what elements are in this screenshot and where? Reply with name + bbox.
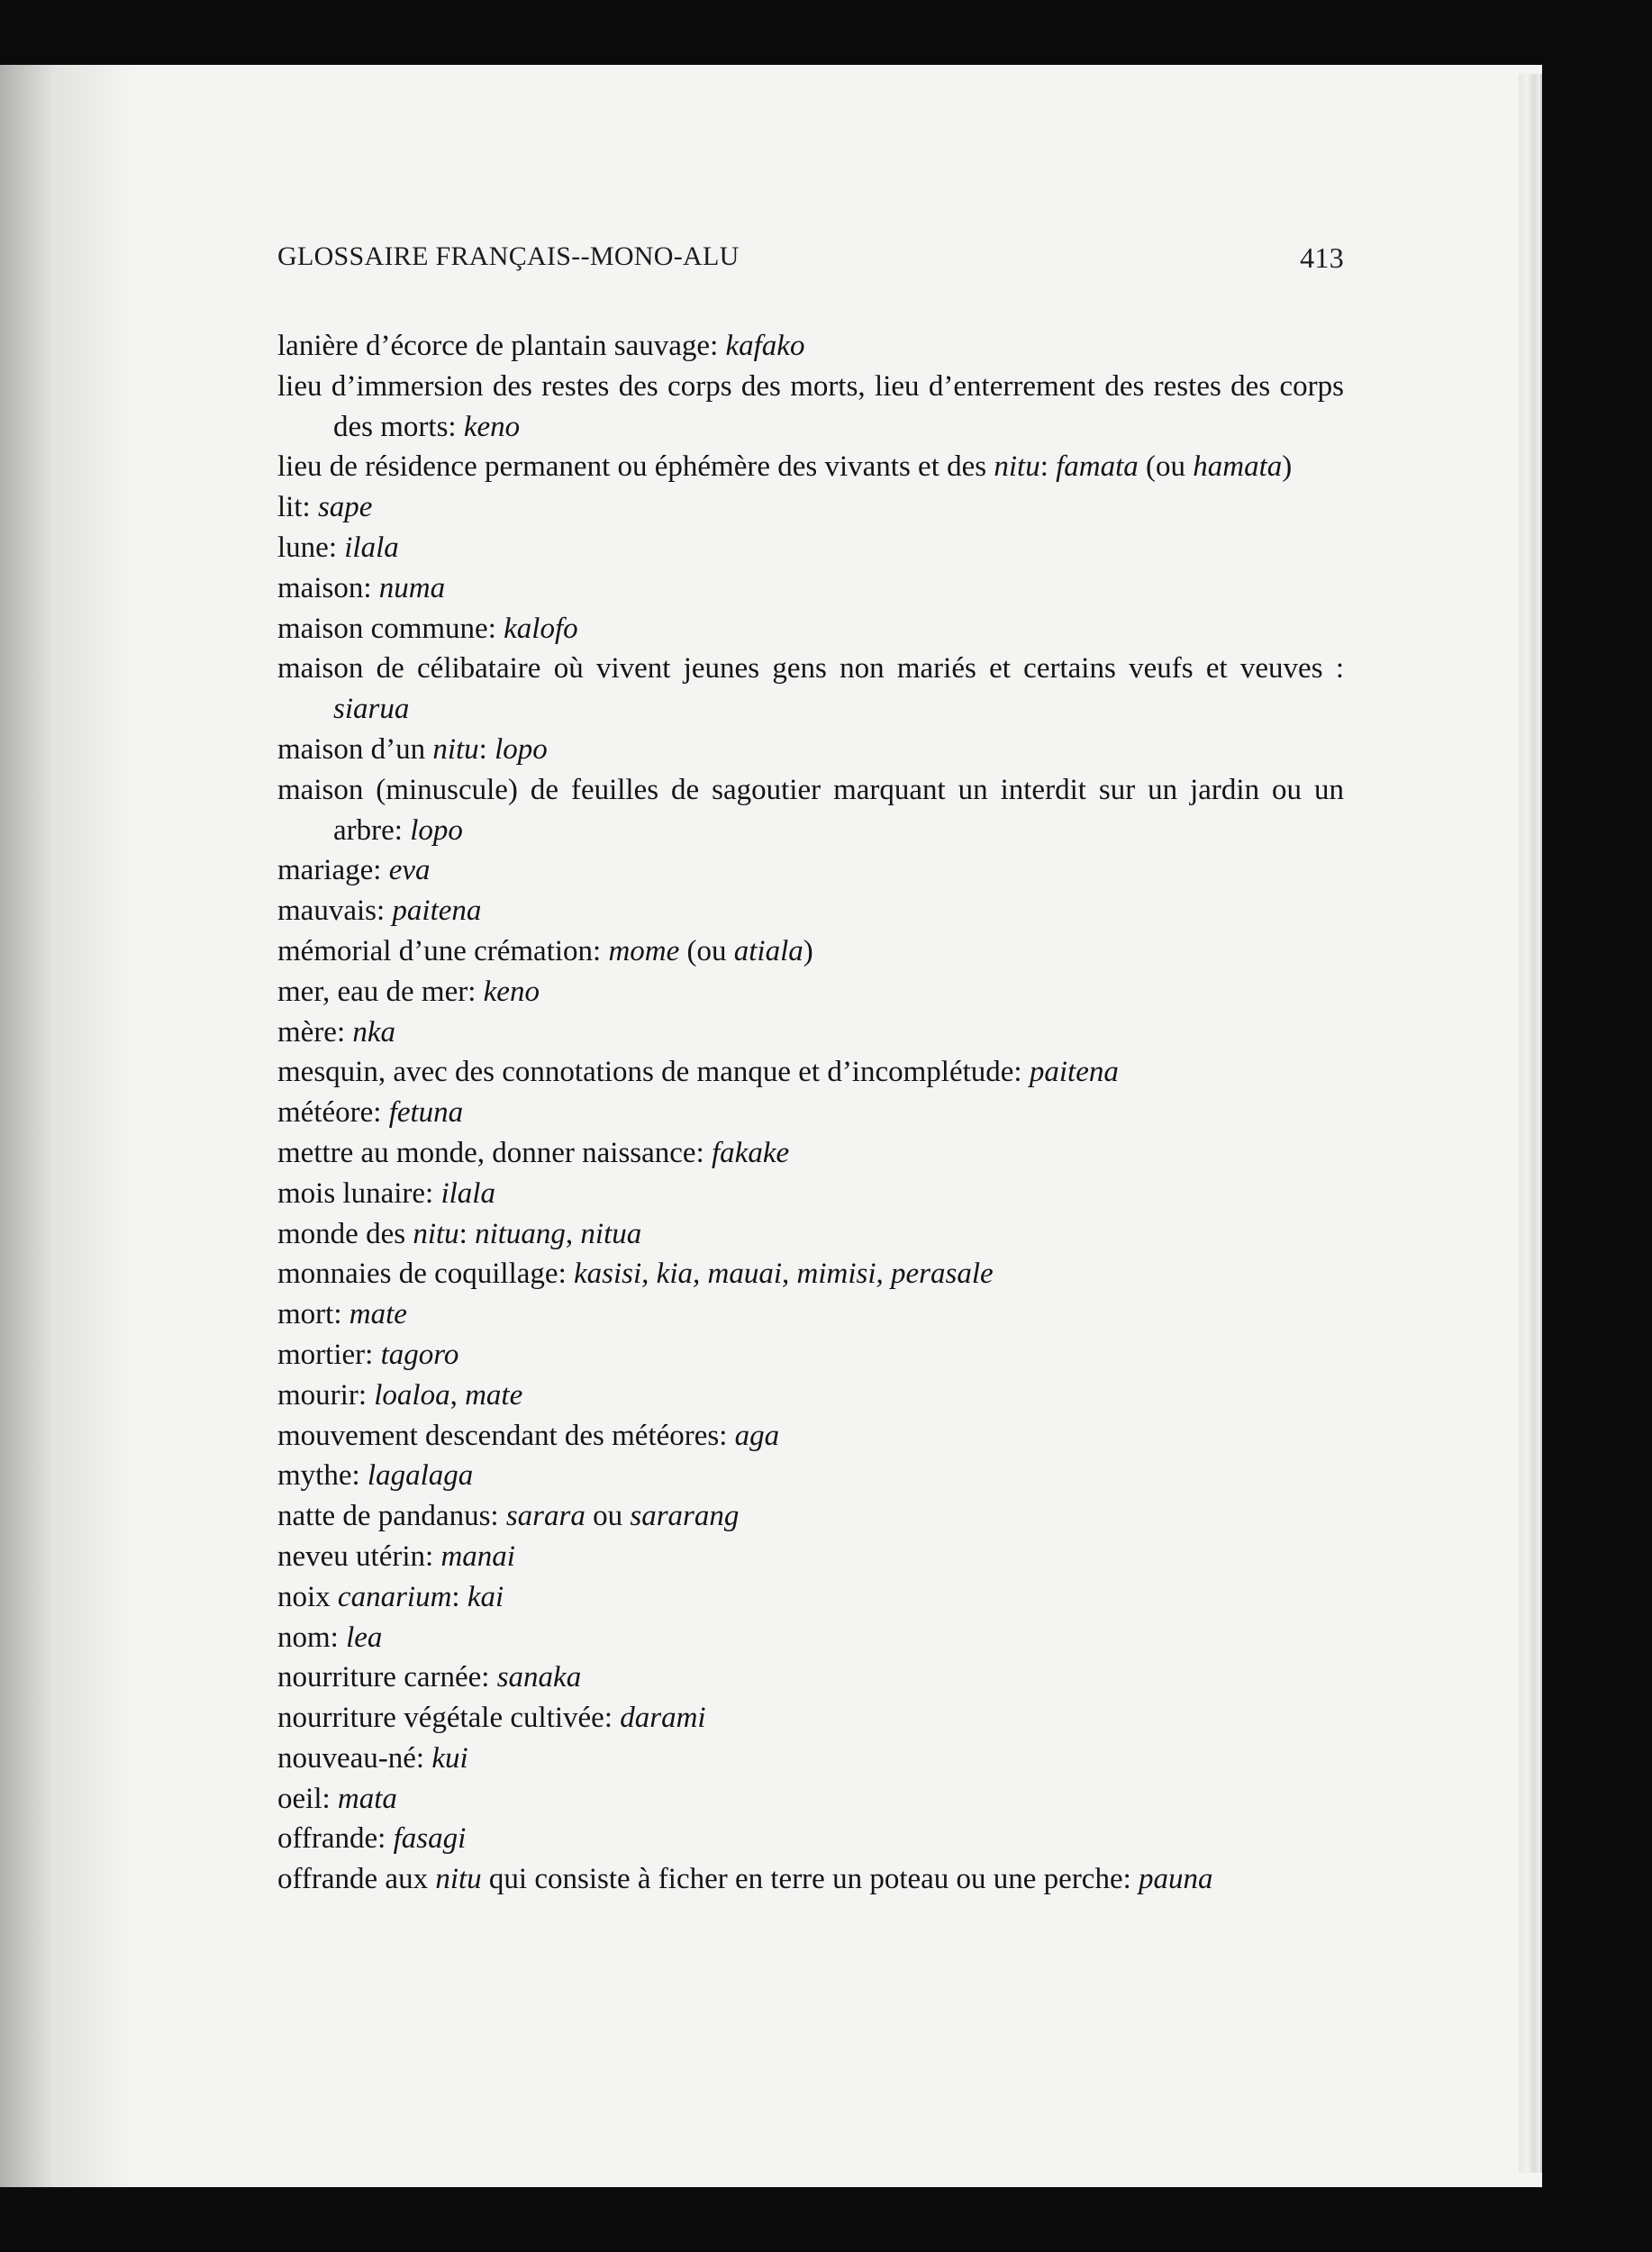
mono-alu-term: nitua [580, 1217, 642, 1250]
glossary-entry [277, 1496, 1344, 1537]
glossary-entry [277, 367, 1344, 448]
mono-alu-term: nitu [432, 732, 479, 766]
mono-alu-term: manai [440, 1539, 515, 1573]
mono-alu-term: kasisi, kia, mauai, mimisi, perasale [574, 1258, 994, 1291]
french-gloss-text: maison commune: [277, 612, 504, 645]
glossary-entry [277, 1537, 1344, 1577]
french-gloss-text: ) [803, 934, 813, 967]
mono-alu-term: nituang [475, 1217, 566, 1250]
mono-alu-term: fetuna [388, 1096, 464, 1130]
french-gloss-text: mère: [277, 1015, 353, 1049]
glossary-entry [277, 1618, 1344, 1658]
mono-alu-term: aga [734, 1419, 780, 1452]
french-gloss-text: : [1039, 450, 1057, 484]
mono-alu-term: sanaka [496, 1661, 582, 1694]
french-gloss-text: mouvement descendant des météores: [277, 1419, 735, 1452]
french-gloss-text: : [478, 732, 495, 766]
french-gloss-text: qui consiste à ficher en terre un poteau ou une perche: [481, 1863, 1139, 1896]
french-gloss-text: lit: [277, 491, 318, 524]
mono-alu-term: lea [346, 1621, 383, 1654]
french-gloss-text: mémorial d’une crémation: [277, 934, 609, 967]
glossary-entry [277, 1698, 1344, 1739]
glossary-entry [277, 1859, 1344, 1900]
glossary-entry [277, 972, 1344, 1012]
french-gloss-text: mort: [277, 1298, 349, 1331]
glossary-entry [277, 1739, 1344, 1779]
glossary-entry [277, 1294, 1344, 1335]
french-gloss-text: mauvais: [277, 894, 393, 928]
mono-alu-term: nitu [413, 1217, 459, 1250]
glossary-entry [277, 1093, 1344, 1133]
french-gloss-text: nourriture carnée: [277, 1661, 497, 1694]
glossary-entry [277, 1012, 1344, 1053]
mono-alu-term: paitena [1029, 1056, 1119, 1089]
french-gloss-text: météore: [277, 1096, 389, 1130]
french-gloss-text: lune: [277, 531, 345, 564]
french-gloss-text: mourir: [277, 1378, 375, 1412]
running-header-title: GLOSSAIRE FRANÇAIS--MONO-ALU [277, 241, 740, 271]
french-gloss-text: (ou [1138, 450, 1194, 484]
french-gloss-text: maison: [277, 571, 379, 604]
mono-alu-term: sape [317, 491, 373, 524]
french-gloss-text: offrande: [277, 1822, 394, 1856]
mono-alu-term: tagoro [380, 1338, 459, 1371]
french-gloss-text: lieu de résidence permanent ou éphémère des vivants et des [277, 450, 994, 484]
glossary-entry [277, 1133, 1344, 1174]
french-gloss-text: mortier: [277, 1338, 381, 1371]
french-gloss-text: mesquin, avec des connotations de manque et d’incomplétude: [277, 1056, 1030, 1089]
french-gloss-text: mettre au monde, donner naissance: [277, 1136, 712, 1169]
mono-alu-term: darami [620, 1702, 706, 1735]
french-gloss-text: lieu d’immersion des restes des corps des morts, lieu d’enterrement des restes des corps des morts: [277, 369, 1344, 443]
french-gloss-text: maison de célibataire où vivent jeunes gens non mariés et certains veufs et veuves : [277, 652, 1344, 686]
mono-alu-term: loaloa [374, 1378, 450, 1412]
glossary-entry [277, 568, 1344, 609]
mono-alu-term: eva [388, 854, 431, 887]
glossary-entry [277, 730, 1344, 770]
glossary-entry [277, 487, 1344, 528]
mono-alu-term: ilala [344, 531, 399, 564]
french-gloss-text: neveu utérin: [277, 1539, 441, 1573]
french-gloss-text: natte de pandanus: [277, 1500, 506, 1533]
mono-alu-term: mata [337, 1782, 397, 1815]
glossary-entry [277, 1779, 1344, 1820]
french-gloss-text: , [449, 1378, 466, 1412]
mono-alu-term: nitu [994, 450, 1040, 484]
glossary-entry [277, 1819, 1344, 1859]
glossary-entry [277, 1214, 1344, 1255]
mono-alu-term: mome [608, 934, 680, 967]
glossary-entry [277, 609, 1344, 649]
page-edges [1519, 74, 1542, 2173]
french-gloss-text: oeil: [277, 1782, 338, 1815]
mono-alu-term: atiala [733, 934, 803, 967]
mono-alu-term: mate [349, 1298, 407, 1331]
glossary-entry [277, 649, 1344, 730]
mono-alu-term: keno [463, 410, 521, 443]
french-gloss-text: nom: [277, 1621, 347, 1654]
mono-alu-term: keno [483, 975, 540, 1008]
mono-alu-term: fakake [712, 1136, 790, 1169]
glossary-entry [277, 1456, 1344, 1496]
mono-alu-term: canarium [337, 1580, 452, 1613]
french-gloss-text: lanière d’écorce de plantain sauvage: [277, 330, 726, 362]
french-gloss-text: monde des [277, 1217, 413, 1250]
glossary-entry [277, 326, 1344, 367]
mono-alu-term: numa [378, 571, 446, 604]
french-gloss-text: noix [277, 1580, 338, 1613]
glossary-entry [277, 850, 1344, 891]
glossary-entry [277, 1254, 1344, 1294]
glossary-entry-list [277, 326, 1344, 1900]
french-gloss-text: mois lunaire: [277, 1176, 441, 1210]
glossary-entry [277, 1376, 1344, 1416]
glossary-entry [277, 1657, 1344, 1698]
glossary-entry [277, 1416, 1344, 1457]
french-gloss-text: : [458, 1217, 476, 1250]
mono-alu-term: lopo [495, 732, 548, 766]
glossary-entry [277, 447, 1344, 487]
mono-alu-term: siarua [333, 693, 410, 726]
mono-alu-term: pauna [1139, 1863, 1213, 1896]
french-gloss-text: maison (minuscule) de feuilles de sagoutier marquant un interdit sur un jardin ou un arbre: [277, 773, 1344, 847]
mono-alu-term: nka [352, 1015, 396, 1049]
book-gutter-shadow [0, 65, 135, 2187]
mono-alu-term: kafako [725, 330, 805, 362]
glossary-entry [277, 528, 1344, 568]
french-gloss-text: (ou [679, 934, 734, 967]
french-gloss-text: mariage: [277, 854, 389, 887]
mono-alu-term: ilala [440, 1176, 495, 1210]
glossary-entry [277, 1577, 1344, 1618]
french-gloss-text: mythe: [277, 1459, 368, 1493]
french-gloss-text: nouveau-né: [277, 1741, 432, 1775]
running-header [277, 241, 1344, 277]
mono-alu-term: paitena [392, 894, 482, 928]
mono-alu-term: kalofo [504, 612, 578, 645]
mono-alu-term: nitu [435, 1863, 482, 1896]
glossary-entry [277, 1174, 1344, 1214]
french-gloss-text: , [565, 1217, 581, 1250]
french-gloss-text: : [451, 1580, 467, 1613]
page-number: 413 [1300, 241, 1344, 274]
french-gloss-text: maison d’un [277, 732, 433, 766]
french-gloss-text: monnaies de coquillage: [277, 1258, 574, 1291]
glossary-entry [277, 1335, 1344, 1376]
french-gloss-text: mer, eau de mer: [277, 975, 484, 1008]
mono-alu-term: sarara [505, 1500, 585, 1533]
mono-alu-term: kui [431, 1741, 468, 1775]
glossary-entry [277, 770, 1344, 851]
french-gloss-text: ou [585, 1500, 631, 1533]
mono-alu-term: mate [465, 1378, 523, 1412]
french-gloss-text: ) [1282, 450, 1293, 484]
mono-alu-term: lopo [410, 813, 463, 847]
french-gloss-text: nourriture végétale cultivée: [277, 1702, 621, 1735]
mono-alu-term: kai [467, 1580, 504, 1613]
mono-alu-term: hamata [1193, 450, 1283, 484]
glossary-entry [277, 891, 1344, 931]
mono-alu-term: famata [1056, 450, 1139, 484]
glossary-entry [277, 1052, 1344, 1093]
mono-alu-term: sararang [630, 1500, 740, 1533]
mono-alu-term: fasagi [393, 1822, 467, 1856]
french-gloss-text: offrande aux [277, 1863, 436, 1896]
mono-alu-term: lagalaga [367, 1459, 474, 1493]
glossary-entry [277, 931, 1344, 972]
